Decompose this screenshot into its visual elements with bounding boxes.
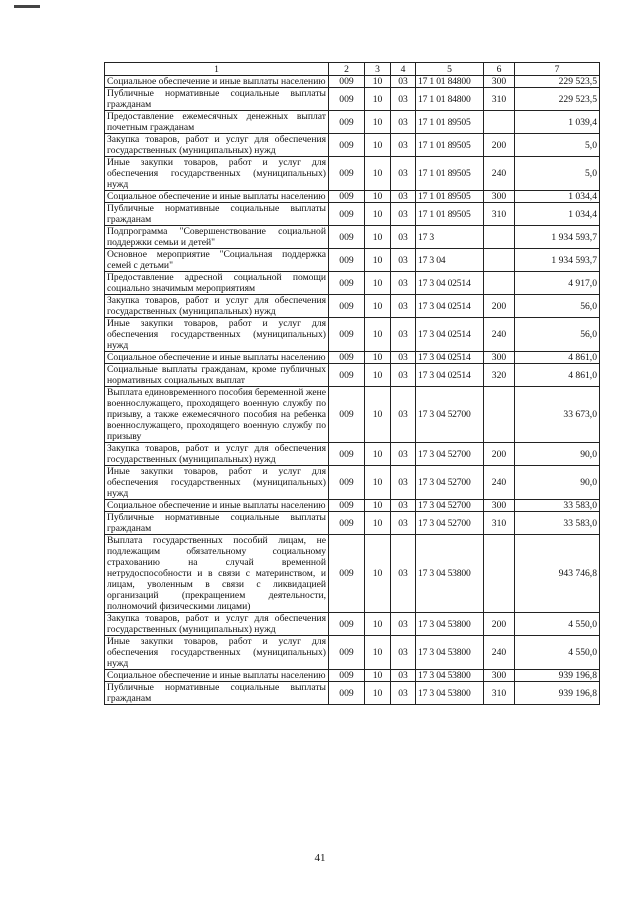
amount-cell: 943 746,8 <box>515 535 600 613</box>
target-article-code-cell: 17 3 04 52700 <box>416 387 484 443</box>
subsection-code-cell: 03 <box>391 387 416 443</box>
target-article-code-cell: 17 3 04 53800 <box>416 682 484 705</box>
amount-cell: 1 934 593,7 <box>515 249 600 272</box>
amount-cell: 56,0 <box>515 295 600 318</box>
expense-type-code-cell: 310 <box>484 512 515 535</box>
section-code-cell: 10 <box>365 352 391 364</box>
section-code-cell: 10 <box>365 670 391 682</box>
subsection-code-cell: 03 <box>391 500 416 512</box>
row-name-cell: Выплата государственных пособий лицам, не подлежащим обязательному социальному страхованию на случай временной нетрудоспособности и в связи с материнством, и лицам, уволенным в связи с ликвидацией организаций (прекращением деятельности, полномочий физическими лицами) <box>105 535 329 613</box>
target-article-code-cell: 17 1 01 89505 <box>416 111 484 134</box>
table-row <box>105 134 600 157</box>
expense-type-code-cell: 300 <box>484 76 515 88</box>
subsection-code-cell: 03 <box>391 249 416 272</box>
table-row <box>105 249 600 272</box>
table-row <box>105 318 600 352</box>
expense-type-code-cell: 320 <box>484 364 515 387</box>
column-header: 5 <box>416 63 484 76</box>
subsection-code-cell: 03 <box>391 318 416 352</box>
table-row <box>105 272 600 295</box>
row-name-cell: Публичные нормативные социальные выплаты гражданам <box>105 682 329 705</box>
corner-mark <box>14 5 40 8</box>
amount-cell: 229 523,5 <box>515 76 600 88</box>
expense-type-code-cell <box>484 387 515 443</box>
expense-type-code-cell: 240 <box>484 466 515 500</box>
column-number-row <box>105 63 600 76</box>
row-name-cell: Социальное обеспечение и иные выплаты населению <box>105 191 329 203</box>
amount-cell: 1 934 593,7 <box>515 226 600 249</box>
table-row <box>105 682 600 705</box>
target-article-code-cell: 17 1 01 89505 <box>416 157 484 191</box>
row-name-cell: Закупка товаров, работ и услуг для обеспечения государственных (муниципальных) нужд <box>105 295 329 318</box>
section-code-cell: 10 <box>365 157 391 191</box>
amount-cell: 33 583,0 <box>515 500 600 512</box>
subsection-code-cell: 03 <box>391 157 416 191</box>
amount-cell: 5,0 <box>515 157 600 191</box>
subsection-code-cell: 03 <box>391 364 416 387</box>
target-article-code-cell: 17 3 04 52700 <box>416 466 484 500</box>
table-row <box>105 226 600 249</box>
ministry-code-cell: 009 <box>329 443 365 466</box>
expense-type-code-cell: 200 <box>484 613 515 636</box>
amount-cell: 1 039,4 <box>515 111 600 134</box>
row-name-cell: Иные закупки товаров, работ и услуг для обеспечения государственных (муниципальных) нужд <box>105 466 329 500</box>
row-name-cell: Иные закупки товаров, работ и услуг для обеспечения государственных (муниципальных) нужд <box>105 636 329 670</box>
target-article-code-cell: 17 3 04 52700 <box>416 500 484 512</box>
ministry-code-cell: 009 <box>329 134 365 157</box>
section-code-cell: 10 <box>365 535 391 613</box>
target-article-code-cell: 17 3 04 53800 <box>416 636 484 670</box>
row-name-cell: Подпрограмма "Совершенствование социальной поддержки семьи и детей" <box>105 226 329 249</box>
section-code-cell: 10 <box>365 466 391 500</box>
amount-cell: 56,0 <box>515 318 600 352</box>
section-code-cell: 10 <box>365 76 391 88</box>
target-article-code-cell: 17 1 01 89505 <box>416 191 484 203</box>
ministry-code-cell: 009 <box>329 88 365 111</box>
subsection-code-cell: 03 <box>391 636 416 670</box>
target-article-code-cell: 17 3 04 02514 <box>416 295 484 318</box>
expense-type-code-cell <box>484 535 515 613</box>
ministry-code-cell: 009 <box>329 191 365 203</box>
row-name-cell: Социальное обеспечение и иные выплаты населению <box>105 76 329 88</box>
subsection-code-cell: 03 <box>391 512 416 535</box>
table-row <box>105 111 600 134</box>
ministry-code-cell: 009 <box>329 295 365 318</box>
section-code-cell: 10 <box>365 191 391 203</box>
section-code-cell: 10 <box>365 295 391 318</box>
row-name-cell: Выплата единовременного пособия беременной жене военнослужащего, проходящего военную службу по призыву, а также ежемесячного пособия на ребенка военнослужащего, проходящего военную службу по призыву <box>105 387 329 443</box>
subsection-code-cell: 03 <box>391 88 416 111</box>
ministry-code-cell: 009 <box>329 535 365 613</box>
section-code-cell: 10 <box>365 387 391 443</box>
table-row <box>105 466 600 500</box>
subsection-code-cell: 03 <box>391 352 416 364</box>
section-code-cell: 10 <box>365 249 391 272</box>
budget-table <box>104 62 600 705</box>
subsection-code-cell: 03 <box>391 443 416 466</box>
ministry-code-cell: 009 <box>329 157 365 191</box>
target-article-code-cell: 17 3 04 02514 <box>416 364 484 387</box>
target-article-code-cell: 17 3 04 02514 <box>416 318 484 352</box>
section-code-cell: 10 <box>365 134 391 157</box>
ministry-code-cell: 009 <box>329 636 365 670</box>
amount-cell: 33 583,0 <box>515 512 600 535</box>
row-name-cell: Закупка товаров, работ и услуг для обеспечения государственных (муниципальных) нужд <box>105 443 329 466</box>
expense-type-code-cell <box>484 249 515 272</box>
expense-type-code-cell <box>484 226 515 249</box>
subsection-code-cell: 03 <box>391 111 416 134</box>
table-row <box>105 387 600 443</box>
amount-cell: 1 034,4 <box>515 191 600 203</box>
target-article-code-cell: 17 3 04 53800 <box>416 670 484 682</box>
amount-cell: 4 550,0 <box>515 636 600 670</box>
ministry-code-cell: 009 <box>329 387 365 443</box>
row-name-cell: Социальное обеспечение и иные выплаты населению <box>105 670 329 682</box>
row-name-cell: Социальные выплаты гражданам, кроме публичных нормативных социальных выплат <box>105 364 329 387</box>
subsection-code-cell: 03 <box>391 295 416 318</box>
ministry-code-cell: 009 <box>329 249 365 272</box>
expense-type-code-cell: 200 <box>484 134 515 157</box>
section-code-cell: 10 <box>365 226 391 249</box>
expense-type-code-cell: 300 <box>484 352 515 364</box>
subsection-code-cell: 03 <box>391 466 416 500</box>
section-code-cell: 10 <box>365 318 391 352</box>
expense-type-code-cell: 200 <box>484 443 515 466</box>
ministry-code-cell: 009 <box>329 670 365 682</box>
table-row <box>105 203 600 226</box>
section-code-cell: 10 <box>365 613 391 636</box>
section-code-cell: 10 <box>365 272 391 295</box>
ministry-code-cell: 009 <box>329 352 365 364</box>
target-article-code-cell: 17 3 04 <box>416 249 484 272</box>
table-body <box>105 76 600 705</box>
ministry-code-cell: 009 <box>329 76 365 88</box>
row-name-cell: Публичные нормативные социальные выплаты гражданам <box>105 512 329 535</box>
column-header: 6 <box>484 63 515 76</box>
target-article-code-cell: 17 3 <box>416 226 484 249</box>
amount-cell: 4 861,0 <box>515 352 600 364</box>
expense-type-code-cell: 310 <box>484 88 515 111</box>
expense-type-code-cell: 300 <box>484 670 515 682</box>
section-code-cell: 10 <box>365 512 391 535</box>
target-article-code-cell: 17 3 04 53800 <box>416 535 484 613</box>
ministry-code-cell: 009 <box>329 364 365 387</box>
target-article-code-cell: 17 3 04 02514 <box>416 272 484 295</box>
ministry-code-cell: 009 <box>329 203 365 226</box>
amount-cell: 229 523,5 <box>515 88 600 111</box>
target-article-code-cell: 17 1 01 89505 <box>416 203 484 226</box>
target-article-code-cell: 17 3 04 53800 <box>416 613 484 636</box>
amount-cell: 4 861,0 <box>515 364 600 387</box>
expense-type-code-cell: 240 <box>484 157 515 191</box>
ministry-code-cell: 009 <box>329 613 365 636</box>
table-row <box>105 191 600 203</box>
ministry-code-cell: 009 <box>329 500 365 512</box>
table-row <box>105 443 600 466</box>
target-article-code-cell: 17 3 04 52700 <box>416 443 484 466</box>
expense-type-code-cell <box>484 111 515 134</box>
amount-cell: 90,0 <box>515 443 600 466</box>
amount-cell: 4 550,0 <box>515 613 600 636</box>
subsection-code-cell: 03 <box>391 191 416 203</box>
subsection-code-cell: 03 <box>391 272 416 295</box>
table-row <box>105 364 600 387</box>
amount-cell: 1 034,4 <box>515 203 600 226</box>
ministry-code-cell: 009 <box>329 111 365 134</box>
page-number: 41 <box>314 852 326 864</box>
table-row <box>105 636 600 670</box>
column-header: 4 <box>391 63 416 76</box>
ministry-code-cell: 009 <box>329 512 365 535</box>
subsection-code-cell: 03 <box>391 613 416 636</box>
target-article-code-cell: 17 3 04 52700 <box>416 512 484 535</box>
ministry-code-cell: 009 <box>329 226 365 249</box>
section-code-cell: 10 <box>365 500 391 512</box>
target-article-code-cell: 17 3 04 02514 <box>416 352 484 364</box>
row-name-cell: Публичные нормативные социальные выплаты гражданам <box>105 88 329 111</box>
table-row <box>105 295 600 318</box>
column-header: 2 <box>329 63 365 76</box>
expense-type-code-cell: 300 <box>484 191 515 203</box>
ministry-code-cell: 009 <box>329 272 365 295</box>
subsection-code-cell: 03 <box>391 682 416 705</box>
row-name-cell: Закупка товаров, работ и услуг для обеспечения государственных (муниципальных) нужд <box>105 134 329 157</box>
section-code-cell: 10 <box>365 636 391 670</box>
amount-cell: 939 196,8 <box>515 670 600 682</box>
row-name-cell: Публичные нормативные социальные выплаты гражданам <box>105 203 329 226</box>
section-code-cell: 10 <box>365 203 391 226</box>
subsection-code-cell: 03 <box>391 134 416 157</box>
section-code-cell: 10 <box>365 364 391 387</box>
subsection-code-cell: 03 <box>391 535 416 613</box>
target-article-code-cell: 17 1 01 84800 <box>416 88 484 111</box>
amount-cell: 5,0 <box>515 134 600 157</box>
target-article-code-cell: 17 1 01 89505 <box>416 134 484 157</box>
table-row <box>105 500 600 512</box>
row-name-cell: Иные закупки товаров, работ и услуг для обеспечения государственных (муниципальных) нужд <box>105 318 329 352</box>
row-name-cell: Основное мероприятие "Социальная поддержка семей с детьми" <box>105 249 329 272</box>
section-code-cell: 10 <box>365 88 391 111</box>
column-header: 7 <box>515 63 600 76</box>
row-name-cell: Предоставление ежемесячных денежных выплат почетным гражданам <box>105 111 329 134</box>
table-row <box>105 157 600 191</box>
amount-cell: 33 673,0 <box>515 387 600 443</box>
expense-type-code-cell: 310 <box>484 203 515 226</box>
subsection-code-cell: 03 <box>391 203 416 226</box>
subsection-code-cell: 03 <box>391 76 416 88</box>
row-name-cell: Социальное обеспечение и иные выплаты населению <box>105 352 329 364</box>
table-row <box>105 670 600 682</box>
table-row <box>105 535 600 613</box>
subsection-code-cell: 03 <box>391 226 416 249</box>
section-code-cell: 10 <box>365 111 391 134</box>
row-name-cell: Закупка товаров, работ и услуг для обеспечения государственных (муниципальных) нужд <box>105 613 329 636</box>
target-article-code-cell: 17 1 01 84800 <box>416 76 484 88</box>
amount-cell: 90,0 <box>515 466 600 500</box>
table-row <box>105 76 600 88</box>
section-code-cell: 10 <box>365 443 391 466</box>
expense-type-code-cell: 300 <box>484 500 515 512</box>
expense-type-code-cell <box>484 272 515 295</box>
table-row <box>105 512 600 535</box>
amount-cell: 939 196,8 <box>515 682 600 705</box>
expense-type-code-cell: 240 <box>484 318 515 352</box>
amount-cell: 4 917,0 <box>515 272 600 295</box>
row-name-cell: Предоставление адресной социальной помощи социально значимым мероприятиям <box>105 272 329 295</box>
ministry-code-cell: 009 <box>329 466 365 500</box>
column-header: 3 <box>365 63 391 76</box>
section-code-cell: 10 <box>365 682 391 705</box>
expense-type-code-cell: 310 <box>484 682 515 705</box>
table-row <box>105 613 600 636</box>
ministry-code-cell: 009 <box>329 318 365 352</box>
subsection-code-cell: 03 <box>391 670 416 682</box>
ministry-code-cell: 009 <box>329 682 365 705</box>
row-name-cell: Иные закупки товаров, работ и услуг для обеспечения государственных (муниципальных) нужд <box>105 157 329 191</box>
expense-type-code-cell: 240 <box>484 636 515 670</box>
expense-type-code-cell: 200 <box>484 295 515 318</box>
row-name-cell: Социальное обеспечение и иные выплаты населению <box>105 500 329 512</box>
column-header: 1 <box>105 63 329 76</box>
table-row <box>105 88 600 111</box>
table-row <box>105 352 600 364</box>
